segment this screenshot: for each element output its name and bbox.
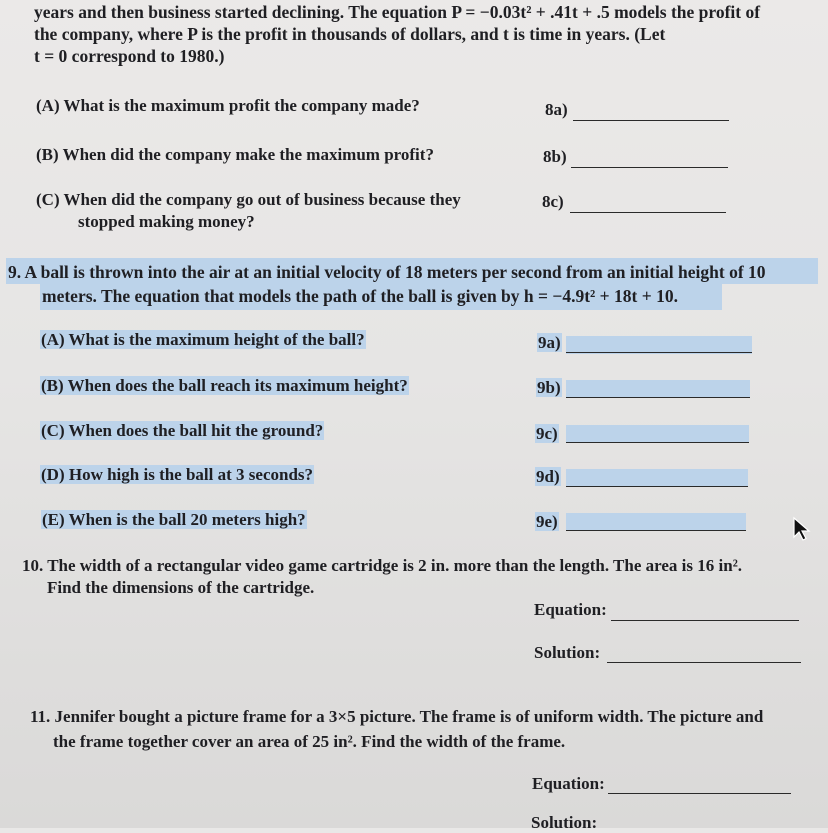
q11-line1: 11. Jennifer bought a picture frame for a 3×5 picture. The frame is of uniform width. The picture and <box>30 707 764 726</box>
q8c-answer-blank[interactable] <box>570 212 726 213</box>
q9c-answer-highlight <box>566 425 749 443</box>
q9-line1: 9. A ball is thrown into the air at an initial velocity of 18 meters per second from an initial height of 10 <box>8 262 766 282</box>
q8c-label: 8c) <box>542 192 564 211</box>
q8a-question: (A) What is the maximum profit the company made? <box>36 96 420 115</box>
q9b-answer-highlight <box>566 380 750 398</box>
q9e-question: (E) When is the ball 20 meters high? <box>42 510 306 529</box>
q9d-label: 9d) <box>536 467 560 486</box>
q10-solution-blank[interactable] <box>607 662 801 663</box>
q8a-label: 8a) <box>545 100 568 119</box>
q9c-label: 9c) <box>536 424 558 443</box>
q8-intro-line2: the company, where P is the profit in thousands of dollars, and t is time in years. (Let <box>34 24 666 44</box>
q9e-answer-highlight <box>566 513 746 531</box>
q8b-answer-blank[interactable] <box>571 167 728 168</box>
q9a-answer-blank[interactable] <box>566 352 752 353</box>
q11-solution-label: Solution: <box>531 813 598 832</box>
q8-intro-line3: t = 0 correspond to 1980.) <box>34 46 225 66</box>
q9c-question: (C) When does the ball hit the ground? <box>41 421 324 440</box>
q8-intro-line1: years and then business started declining. The equation P = −0.03t² + .41t + .5 models the profit of <box>34 2 761 22</box>
q9d-answer-blank[interactable] <box>566 486 748 487</box>
mouse-cursor-icon <box>792 516 812 542</box>
q8c-question: (C) When did the company go out of business because they <box>36 190 461 209</box>
q10-line1: 10. The width of a rectangular video game cartridge is 2 in. more than the length. The area is 16 in². <box>22 556 743 575</box>
q8a-answer-blank[interactable] <box>573 120 729 121</box>
q9e-label: 9e) <box>536 512 558 531</box>
q11-line2: the frame together cover an area of 25 in². Find the width of the frame. <box>53 732 566 751</box>
q8b-question: (B) When did the company make the maximum profit? <box>36 145 434 164</box>
q10-line2: Find the dimensions of the cartridge. <box>47 578 315 597</box>
q9d-question: (D) How high is the ball at 3 seconds? <box>41 465 314 484</box>
q10-equation-blank[interactable] <box>611 620 799 621</box>
q9d-answer-highlight <box>566 469 748 487</box>
q9e-answer-blank[interactable] <box>566 530 746 531</box>
q11-equation-label: Equation: <box>532 774 605 793</box>
q9c-answer-blank[interactable] <box>566 442 749 443</box>
q9-line2: meters. The equation that models the path of the ball is given by h = −4.9t² + 18t + 10. <box>42 286 678 306</box>
q9b-label: 9b) <box>537 378 561 397</box>
q9b-question: (B) When does the ball reach its maximum height? <box>41 376 408 395</box>
q11-equation-blank[interactable] <box>608 793 791 794</box>
q8c-question-cont: stopped making money? <box>78 212 255 231</box>
q9a-question: (A) What is the maximum height of the ball? <box>41 330 365 349</box>
q9a-label: 9a) <box>538 333 561 352</box>
q10-solution-label: Solution: <box>534 643 601 662</box>
q10-equation-label: Equation: <box>534 600 607 619</box>
q8b-label: 8b) <box>543 147 567 166</box>
q9b-answer-blank[interactable] <box>566 397 750 398</box>
